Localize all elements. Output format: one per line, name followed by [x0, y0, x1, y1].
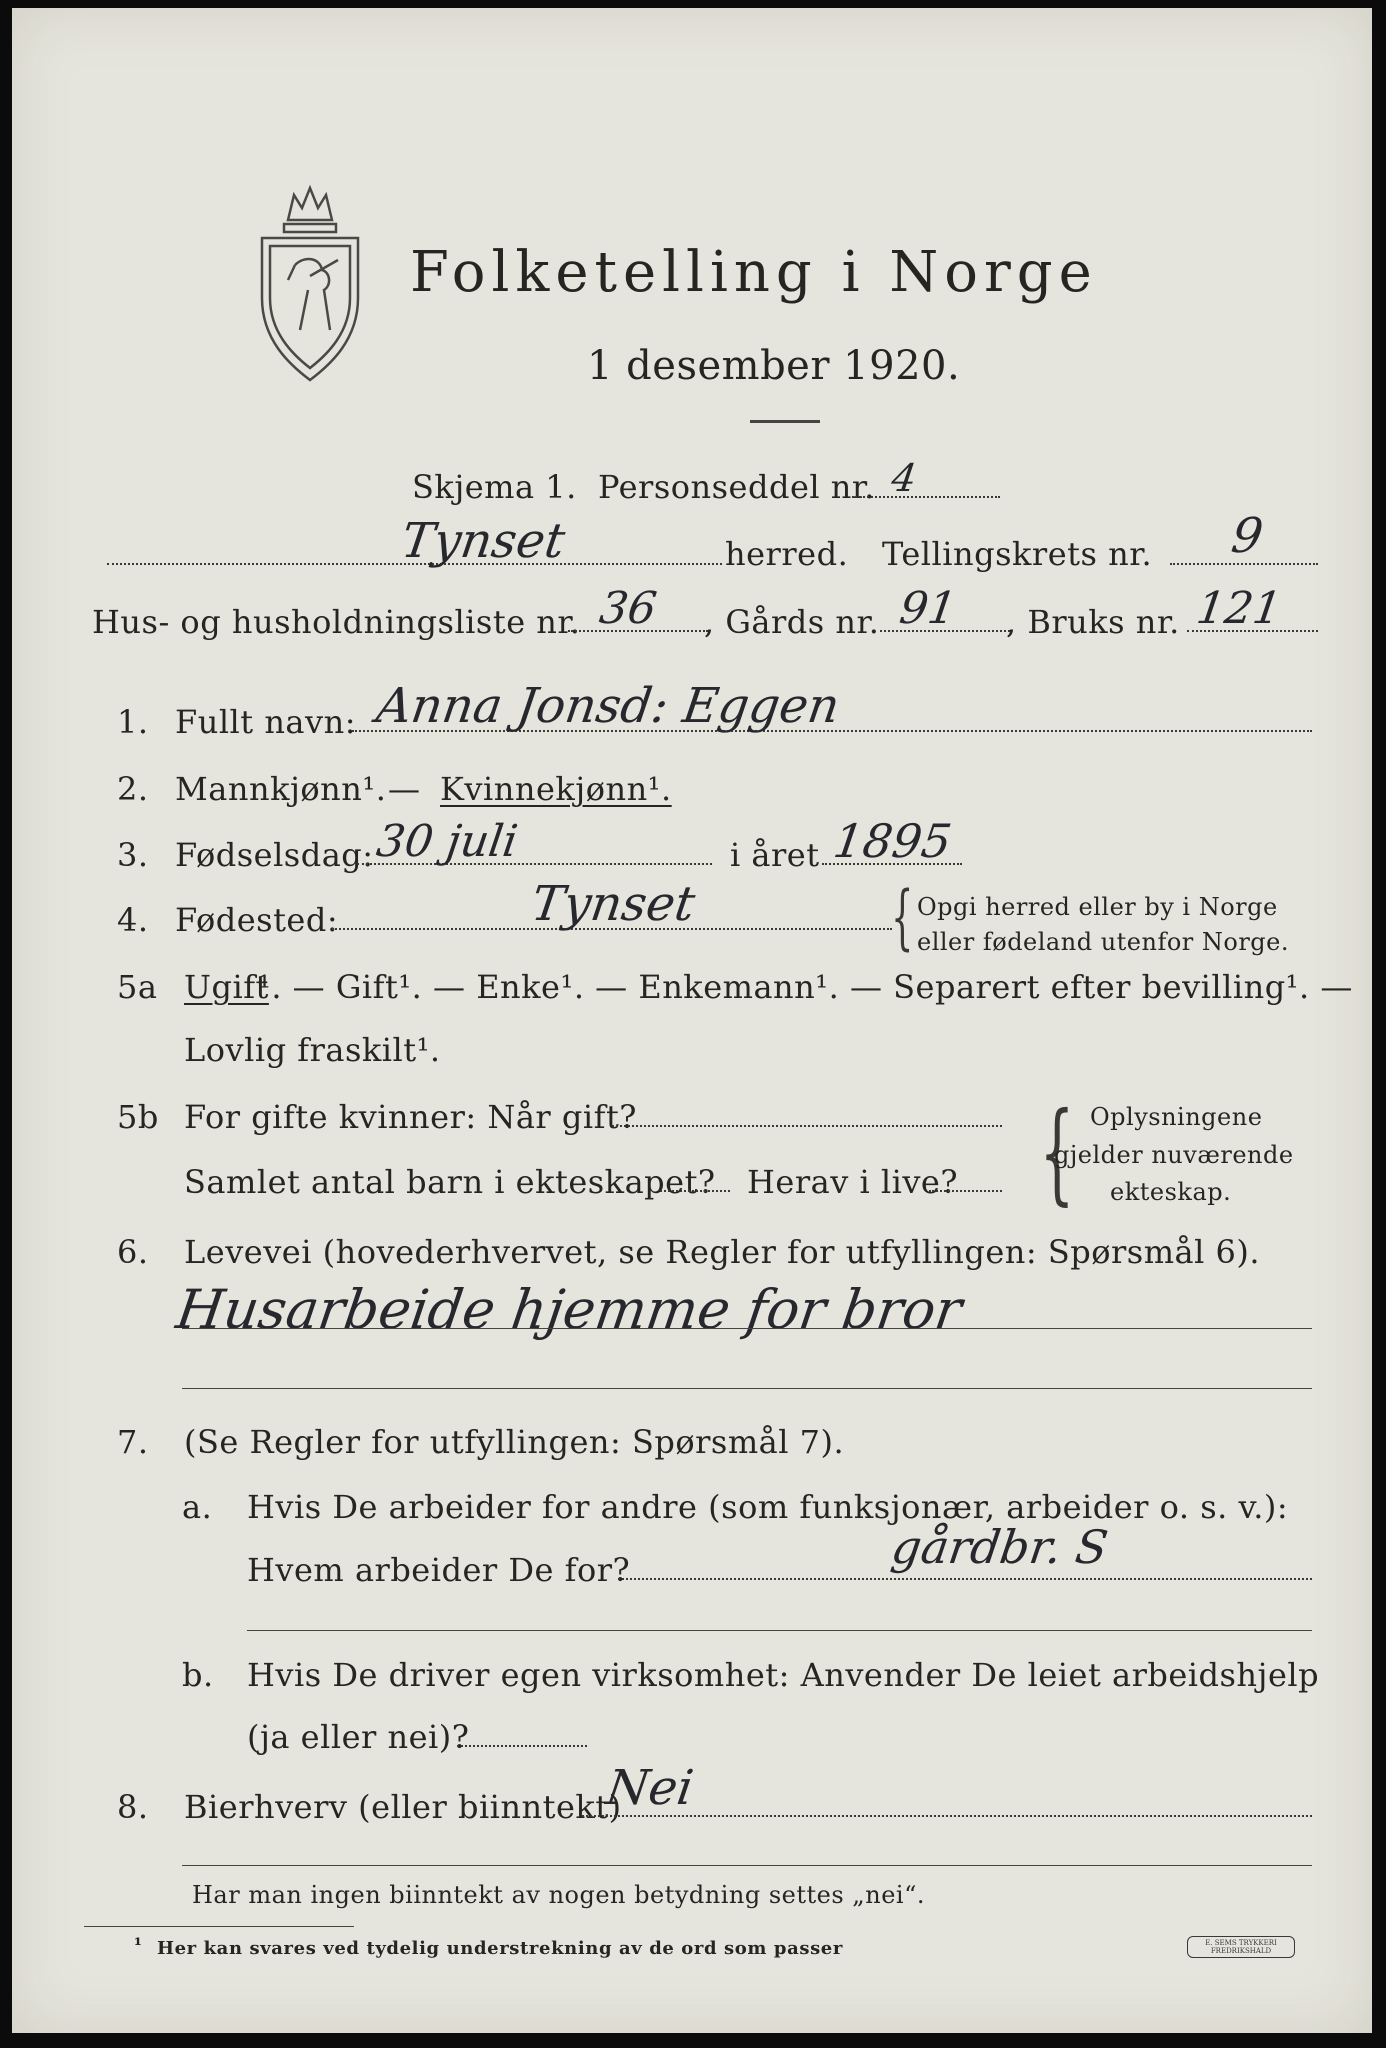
- q5b-note-3: ekteskap.: [1110, 1178, 1232, 1206]
- bruks-value[interactable]: 121: [1193, 583, 1285, 634]
- q5b-label-children: Samlet antal barn i ekteskapet?: [184, 1163, 716, 1201]
- q6-number: 6.: [117, 1233, 149, 1271]
- q4-note-1: Opgi herred eller by i Norge: [917, 893, 1278, 921]
- year-label: i året: [730, 836, 820, 874]
- q7a-letter: a.: [182, 1488, 213, 1526]
- personseddel-label: Personseddel nr.: [598, 468, 875, 506]
- q7a-label-2: Hvem arbeider De for?: [247, 1551, 631, 1589]
- footer-note: Har man ingen biinntekt av nogen betydning settes „nei“.: [192, 1881, 925, 1909]
- q8-line: [582, 1815, 1312, 1817]
- herred-label: herred.: [725, 535, 849, 573]
- q6-line-2: [182, 1388, 1312, 1389]
- q2-number: 2.: [117, 770, 149, 808]
- birth-year-value[interactable]: 1895: [830, 814, 955, 868]
- employer-value[interactable]: gårdbr. S: [888, 1520, 1112, 1574]
- birthday-value[interactable]: 30 juli: [373, 816, 521, 867]
- q3-label: Fødselsdag:: [175, 836, 374, 874]
- q2-dash: —: [388, 770, 421, 808]
- q7b-label-2: (ja eller nei)?: [247, 1718, 470, 1756]
- hus-value[interactable]: 36: [596, 583, 660, 634]
- q3-number: 3.: [117, 836, 149, 874]
- hus-label: Hus- og husholdningsliste nr.: [92, 603, 581, 641]
- q5b-label-married-when: For gifte kvinner: Når gift?: [184, 1098, 637, 1136]
- printer-stamp-line-2: FREDRIKSHALD: [1210, 1947, 1272, 1955]
- unmarried-option[interactable]: Ugift: [184, 968, 269, 1006]
- printer-stamp: [1187, 1936, 1295, 1958]
- q5a-number: 5a: [117, 968, 158, 1006]
- census-date: 1 desember 1920.: [587, 343, 961, 389]
- children-line[interactable]: [660, 1190, 730, 1192]
- q1-label: Fullt navn:: [175, 703, 356, 741]
- personseddel-value[interactable]: 4: [888, 456, 920, 500]
- herred-value[interactable]: Tynset: [398, 513, 569, 569]
- side-income-value[interactable]: Nei: [603, 1760, 697, 1816]
- q7a-extra-line: [247, 1630, 1312, 1631]
- gards-value[interactable]: 91: [896, 583, 960, 634]
- birthplace-value[interactable]: Tynset: [528, 876, 699, 932]
- q5b-label-alive: Herav i live?: [747, 1163, 959, 1201]
- divorced-option[interactable]: Lovlig fraskilt¹.: [184, 1031, 441, 1069]
- marital-options[interactable]: ¹. — Gift¹. — Enke¹. — Enkemann¹. — Separert efter bevilling¹. —: [258, 968, 1353, 1006]
- q7-number: 7.: [117, 1423, 149, 1461]
- q7b-letter: b.: [182, 1656, 214, 1694]
- q8-number: 8.: [117, 1788, 149, 1826]
- male-option[interactable]: Mannkjønn¹.: [175, 770, 387, 808]
- footnote-rule: [84, 1926, 354, 1927]
- gards-label: , Gårds nr.: [704, 603, 880, 641]
- schema-label: Skjema 1.: [412, 468, 577, 506]
- q6-label: Levevei (hovederhvervet, se Regler for utfyllingen: Spørsmål 6).: [184, 1233, 1261, 1271]
- q7-label: (Se Regler for utfyllingen: Spørsmål 7).: [184, 1423, 845, 1461]
- form-title: Folketelling i Norge: [410, 240, 1098, 305]
- alive-line[interactable]: [929, 1190, 1002, 1192]
- q8-label: Bierhverv (eller biinntekt): [184, 1788, 622, 1826]
- q4-note-2: eller fødeland utenfor Norge.: [917, 928, 1290, 956]
- footnote-text: Her kan svares ved tydelig understrekning av de ord som passer: [157, 1938, 843, 1959]
- q7b-line[interactable]: [457, 1745, 587, 1747]
- q8-extra-line: [182, 1865, 1312, 1866]
- census-form: [12, 8, 1372, 2033]
- bruks-label: , Bruks nr.: [1006, 603, 1180, 641]
- q5b-number: 5b: [117, 1098, 159, 1136]
- title-divider: [750, 420, 820, 423]
- employer-line: [618, 1578, 1312, 1580]
- footnote-mark: ¹: [134, 1935, 143, 1956]
- tellingskrets-value[interactable]: 9: [1228, 508, 1267, 564]
- q4-brace: {: [891, 876, 914, 958]
- q1-number: 1.: [117, 703, 149, 741]
- q5b-brace: {: [1039, 1088, 1075, 1216]
- full-name-value[interactable]: Anna Jonsd: Eggen: [373, 678, 843, 734]
- personseddel-line: [852, 496, 1000, 498]
- tellingskrets-label: Tellingskrets nr.: [882, 535, 1153, 573]
- married-when-line[interactable]: [612, 1125, 1002, 1127]
- q4-number: 4.: [117, 901, 149, 939]
- occupation-value[interactable]: Husarbeide hjemme for bror: [172, 1278, 966, 1341]
- female-option[interactable]: Kvinnekjønn¹.: [440, 770, 672, 808]
- q6-line-1: [182, 1328, 1312, 1329]
- q7b-label-1: Hvis De driver egen virksomhet: Anvender De leiet arbeidshjelp: [247, 1656, 1320, 1694]
- coat-of-arms-icon: [250, 180, 370, 390]
- q4-label: Fødested:: [175, 901, 339, 939]
- q5b-note-1: Oplysningene: [1090, 1103, 1263, 1131]
- printer-stamp-line-1: E. SEMS TRYKKERI: [1205, 1939, 1277, 1947]
- q7a-label-1: Hvis De arbeider for andre (som funksjonær, arbeider o. s. v.):: [247, 1488, 1289, 1526]
- q5b-note-2: gjelder nuværende: [1054, 1141, 1294, 1169]
